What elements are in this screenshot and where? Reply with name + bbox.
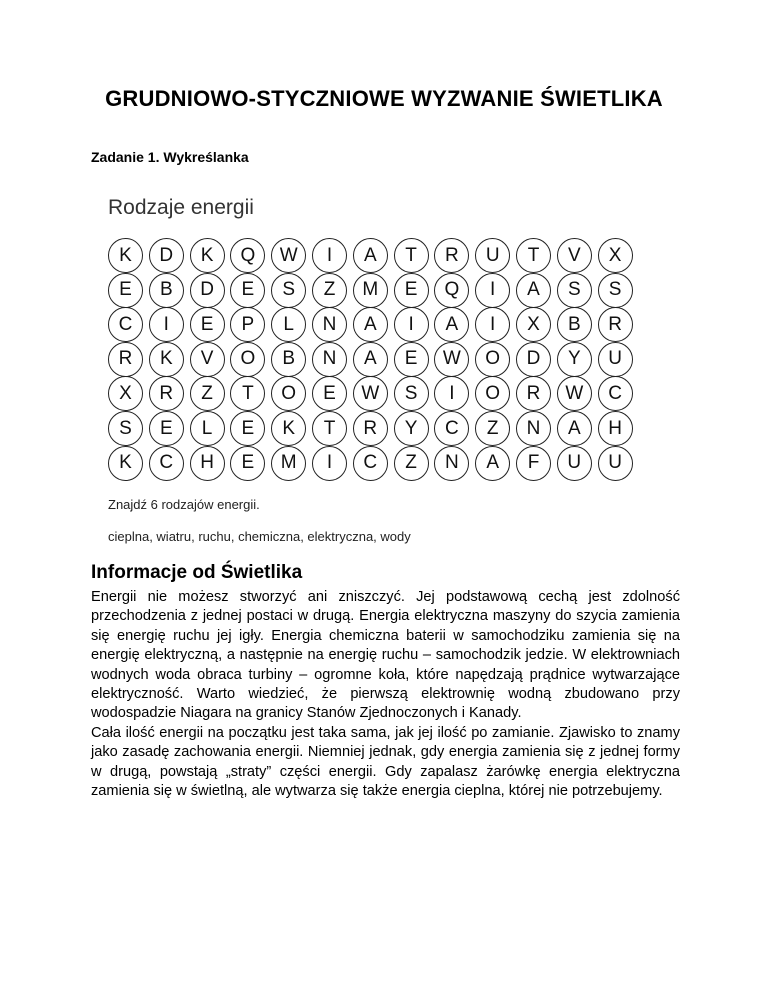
grid-letter-cell[interactable]: D [149,238,184,273]
grid-letter-cell[interactable]: M [271,446,306,481]
grid-letter-cell[interactable]: U [598,342,633,377]
grid-letter-cell[interactable]: T [312,411,347,446]
grid-letter-cell[interactable]: E [230,273,265,308]
grid-letter-cell[interactable]: V [190,342,225,377]
grid-letter-cell[interactable]: B [557,307,592,342]
grid-letter-cell[interactable]: O [271,376,306,411]
grid-letter-cell[interactable]: Y [394,411,429,446]
grid-letter-cell[interactable]: O [475,342,510,377]
grid-letter-cell[interactable]: I [434,376,469,411]
grid-letter-cell[interactable]: L [271,307,306,342]
grid-letter-cell[interactable]: R [108,342,143,377]
grid-letter-cell[interactable]: U [557,446,592,481]
grid-letter-cell[interactable]: E [190,307,225,342]
grid-letter-cell[interactable]: N [516,411,551,446]
grid-letter-cell[interactable]: K [271,411,306,446]
grid-letter-cell[interactable]: Z [394,446,429,481]
grid-letter-cell[interactable]: R [598,307,633,342]
grid-letter-cell[interactable]: U [598,446,633,481]
grid-letter-cell[interactable]: R [353,411,388,446]
info-paragraph-2: Cała ilość energii na początku jest taka sama, jak jej ilość po zamianie. Zjawisko to znamy jako zasadę zachowania energii. Niemniej jednak, gdy energia zamienia się z jednej formy w drugą, powstają „straty” części energii. Gdy zapalasz żarówkę energia elektryczna zamienia się w świetlną, ale wytwarza się także energia cieplna, której nie potrzebujemy. [91,724,680,800]
grid-letter-cell[interactable]: B [149,273,184,308]
grid-letter-cell[interactable]: C [598,376,633,411]
grid-letter-cell[interactable]: L [190,411,225,446]
grid-letter-cell[interactable]: K [108,238,143,273]
grid-letter-cell[interactable]: S [557,273,592,308]
grid-letter-cell[interactable]: I [149,307,184,342]
grid-letter-cell[interactable]: P [230,307,265,342]
word-search-grid [108,238,628,482]
grid-letter-cell[interactable]: T [394,238,429,273]
grid-letter-cell[interactable]: C [434,411,469,446]
grid-letter-cell[interactable]: C [108,307,143,342]
info-heading: Informacje od Świetlika [91,562,303,583]
grid-letter-cell[interactable]: F [516,446,551,481]
document-title: GRUDNIOWO-STYCZNIOWE WYZWANIE ŚWIETLIKA [105,86,663,111]
grid-letter-cell[interactable]: K [108,446,143,481]
grid-letter-cell[interactable]: A [434,307,469,342]
grid-letter-cell[interactable]: A [475,446,510,481]
grid-letter-cell[interactable]: Y [557,342,592,377]
grid-letter-cell[interactable]: X [516,307,551,342]
grid-letter-cell[interactable]: Z [190,376,225,411]
grid-letter-cell[interactable]: Z [475,411,510,446]
grid-letter-cell[interactable]: A [516,273,551,308]
grid-letter-cell[interactable]: C [353,446,388,481]
grid-letter-cell[interactable]: S [271,273,306,308]
grid-letter-cell[interactable]: K [190,238,225,273]
info-body [91,588,680,801]
grid-letter-cell[interactable]: W [353,376,388,411]
grid-letter-cell[interactable]: Z [312,273,347,308]
grid-letter-cell[interactable]: M [353,273,388,308]
grid-letter-cell[interactable]: E [312,376,347,411]
grid-letter-cell[interactable]: E [394,273,429,308]
grid-letter-cell[interactable]: N [312,342,347,377]
grid-letter-cell[interactable]: I [475,273,510,308]
grid-letter-cell[interactable]: T [516,238,551,273]
grid-letter-cell[interactable]: N [312,307,347,342]
grid-letter-cell[interactable]: E [394,342,429,377]
info-paragraph-1: Energii nie możesz stworzyć ani zniszczyć. Jej podstawową cechą jest zdolność przechodzenia z jednej postaci w drugą. Energia elektryczna maszyny do szycia zamienia się energię ruchu jej igły. Energia chemiczna baterii w samochodziku zamienia się na energię elektryczną, a następnie na energię ruchu – samochodzik jedzie. W elektrowniach wodnych woda obraca turbiny – ogromne koła, które napędzają prądnice wytwarzające elektryczność. Warto wiedzieć, że pierwszą elektrownię wodną zbudowano przy wodospadzie Niagara na granicy Stanów Zjednoczonych i Kanady. [91,589,680,722]
grid-letter-cell[interactable]: W [434,342,469,377]
grid-letter-cell[interactable]: A [353,307,388,342]
grid-letter-cell[interactable]: K [149,342,184,377]
grid-letter-cell[interactable]: I [312,238,347,273]
grid-letter-cell[interactable]: C [149,446,184,481]
grid-letter-cell[interactable]: O [230,342,265,377]
grid-letter-cell[interactable]: S [598,273,633,308]
grid-letter-cell[interactable]: Q [230,238,265,273]
grid-letter-cell[interactable]: E [149,411,184,446]
grid-letter-cell[interactable]: A [353,342,388,377]
grid-letter-cell[interactable]: E [108,273,143,308]
grid-letter-cell[interactable]: A [557,411,592,446]
grid-letter-cell[interactable]: O [475,376,510,411]
grid-letter-cell[interactable]: S [394,376,429,411]
grid-letter-cell[interactable]: S [108,411,143,446]
grid-letter-cell[interactable]: R [149,376,184,411]
grid-letter-cell[interactable]: E [230,411,265,446]
grid-letter-cell[interactable]: U [475,238,510,273]
grid-letter-cell[interactable]: I [312,446,347,481]
grid-letter-cell[interactable]: D [516,342,551,377]
grid-letter-cell[interactable]: W [271,238,306,273]
grid-letter-cell[interactable]: H [598,411,633,446]
grid-letter-cell[interactable]: R [434,238,469,273]
grid-letter-cell[interactable]: N [434,446,469,481]
puzzle-instruction: Znajdź 6 rodzajów energii. [108,497,260,512]
grid-letter-cell[interactable]: I [475,307,510,342]
grid-letter-cell[interactable]: A [353,238,388,273]
puzzle-word-list: cieplna, wiatru, ruchu, chemiczna, elektryczna, wody [108,529,411,544]
grid-letter-cell[interactable]: T [230,376,265,411]
grid-letter-cell[interactable]: V [557,238,592,273]
grid-letter-cell[interactable]: X [598,238,633,273]
grid-letter-cell[interactable]: I [394,307,429,342]
grid-letter-cell[interactable]: B [271,342,306,377]
grid-letter-cell[interactable]: D [190,273,225,308]
grid-letter-cell[interactable]: X [108,376,143,411]
task-label: Zadanie 1. Wykreślanka [91,149,249,165]
grid-letter-cell[interactable]: R [516,376,551,411]
grid-letter-cell[interactable]: H [190,446,225,481]
grid-letter-cell[interactable]: W [557,376,592,411]
grid-letter-cell[interactable]: E [230,446,265,481]
grid-letter-cell[interactable]: Q [434,273,469,308]
puzzle-heading: Rodzaje energii [108,196,254,219]
